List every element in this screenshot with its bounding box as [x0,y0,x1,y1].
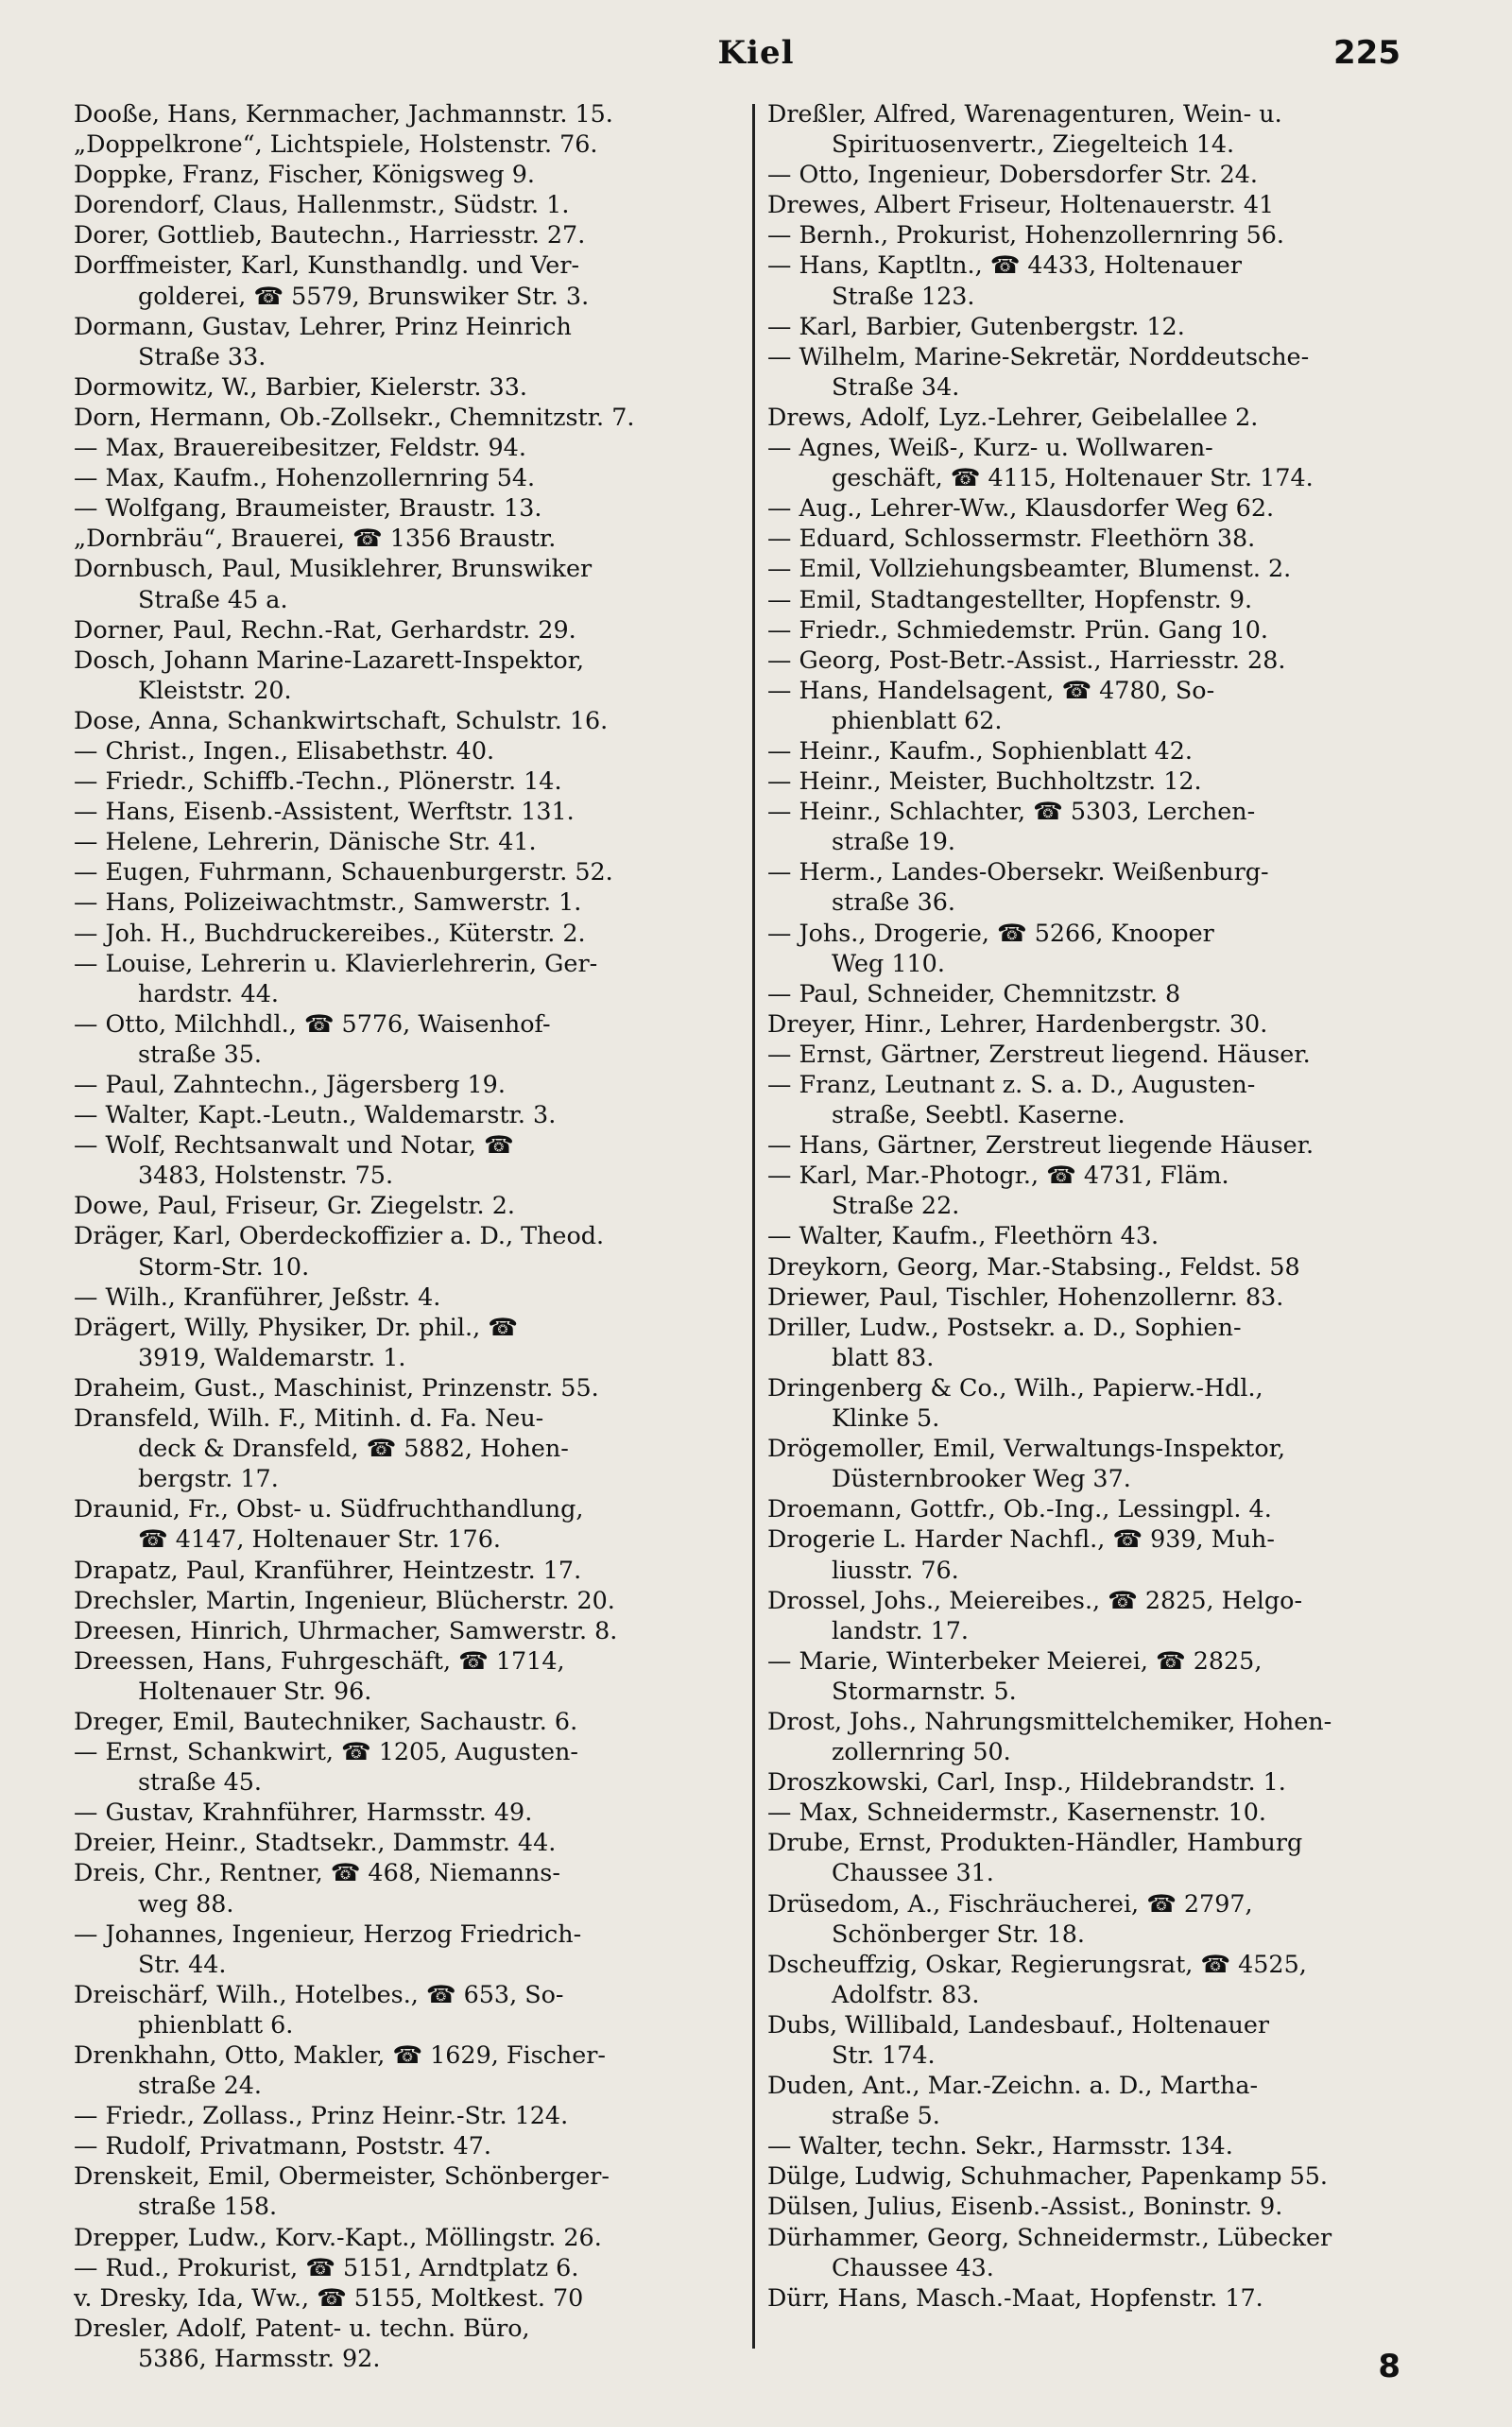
directory-entry-line: Straße 123. [832,281,975,310]
page-number: 225 [1333,34,1400,72]
directory-entry-line: — Rudolf, Privatmann, Poststr. 47. [74,2131,491,2160]
directory-entry-line: Dräger, Karl, Oberdeckoffizier a. D., Theod. [74,1221,605,1250]
directory-entry-line: Dorffmeister, Karl, Kunsthandlg. und Ver- [74,250,580,280]
page-header [0,26,1512,83]
directory-entry-line: Dreger, Emil, Bautechniker, Sachaustr. 6. [74,1706,578,1735]
directory-entry-line: Dubs, Willibald, Landesbauf., Holtenauer [767,2009,1270,2039]
directory-entry-line: straße 36. [832,887,955,917]
directory-entry-line: — Marie, Winterbeker Meierei, ☎ 2825, [767,1645,1263,1675]
directory-entry-line: phienblatt 6. [138,2009,294,2039]
directory-entry-line: — Hans, Polizeiwachtmstr., Samwerstr. 1. [74,887,582,917]
directory-entry-line: zollernring 50. [832,1737,1011,1766]
directory-entry-line: Dosch, Johann Marine-Lazarett-Inspektor, [74,645,585,674]
directory-entry-line: Doppke, Franz, Fischer, Königsweg 9. [74,160,535,189]
directory-entry-line: 3919, Waldemarstr. 1. [138,1342,406,1371]
directory-entry-line: Duden, Ant., Mar.-Zeichn. a. D., Martha- [767,2071,1259,2100]
directory-entry-line: — Max, Kaufm., Hohenzollernring 54. [74,463,536,492]
directory-entry-line: — Ernst, Schankwirt, ☎ 1205, Augusten- [74,1737,578,1766]
directory-entry-line: — Louise, Lehrerin u. Klavierlehrerin, Ger- [74,948,598,977]
directory-entry-line: — Joh. H., Buchdruckereibes., Küterstr. 2. [74,918,586,947]
directory-entry-line: Draheim, Gust., Maschinist, Prinzenstr. 55. [74,1372,599,1402]
directory-entry-line: geschäft, ☎ 4115, Holtenauer Str. 174. [832,463,1314,492]
directory-entry-line: Str. 44. [138,1949,227,1978]
directory-entry-line: — Agnes, Weiß-, Kurz- u. Wollwaren- [767,433,1213,462]
directory-entry-line: Stormarnstr. 5. [832,1676,1017,1705]
directory-entry-line: Drapatz, Paul, Kranführer, Heintzestr. 17. [74,1555,582,1584]
directory-entry-line: — Max, Schneidermstr., Kasernenstr. 10. [767,1798,1266,1827]
directory-entry-line: Klinke 5. [832,1403,940,1433]
directory-entry-line: — Friedr., Schiffb.-Techn., Plönerstr. 14. [74,766,562,796]
directory-entry-line: — Wilhelm, Marine-Sekretär, Norddeutsche- [767,341,1310,370]
directory-entry-line: straße 45. [138,1767,262,1797]
directory-entry-line: — Franz, Leutnant z. S. a. D., Augusten- [767,1070,1256,1098]
directory-entry-line: Straße 45 a. [138,584,288,613]
directory-entry-line: — Paul, Zahntechn., Jägersberg 19. [74,1070,506,1098]
directory-entry-line: ☎ 4147, Holtenauer Str. 176. [138,1524,501,1554]
directory-entry-line: Dreßler, Alfred, Warenagenturen, Wein- u. [767,99,1282,128]
directory-entry-line: hardstr. 44. [138,978,279,1007]
directory-entry-line: Dreessen, Hans, Fuhrgeschäft, ☎ 1714, [74,1645,565,1675]
directory-entry-line: — Heinr., Schlachter, ☎ 5303, Lerchen- [767,797,1256,826]
directory-entry-line: golderei, ☎ 5579, Brunswiker Str. 3. [138,281,590,310]
directory-entry-line: Driller, Ludw., Postsekr. a. D., Sophien- [767,1312,1242,1341]
directory-entry-line: — Hans, Eisenb.-Assistent, Werftstr. 131. [74,797,575,826]
directory-entry-line: — Eugen, Fuhrmann, Schauenburgerstr. 52. [74,857,613,886]
directory-entry-line: Dringenberg & Co., Wilh., Papierw.-Hdl., [767,1372,1263,1402]
directory-entry-line: Dscheuffzig, Oskar, Regierungsrat, ☎ 4525, [767,1949,1307,1978]
directory-entry-line: — Gustav, Krahnführer, Harmsstr. 49. [74,1798,533,1827]
directory-entry-line: Dose, Anna, Schankwirtschaft, Schulstr. 16. [74,705,609,734]
directory-entry-line: straße 35. [138,1039,262,1068]
directory-entry-line: — Karl, Barbier, Gutenbergstr. 12. [767,311,1185,340]
directory-entry-line: — Karl, Mar.-Photogr., ☎ 4731, Fläm. [767,1161,1229,1190]
directory-entry-line: — Heinr., Kaufm., Sophienblatt 42. [767,735,1193,765]
directory-entry-line: Kleiststr. 20. [138,675,292,704]
directory-entry-line: — Hans, Handelsagent, ☎ 4780, So- [767,675,1215,704]
directory-entry-line: — Christ., Ingen., Elisabethstr. 40. [74,735,495,765]
directory-entry-line: Dransfeld, Wilh. F., Mitinh. d. Fa. Neu- [74,1403,544,1433]
directory-entry-line: Dorn, Hermann, Ob.-Zollsekr., Chemnitzstr. 7. [74,402,635,431]
directory-entry-line: — Otto, Ingenieur, Dobersdorfer Str. 24. [767,160,1258,189]
directory-entry-line: straße, Seebtl. Kaserne. [832,1100,1125,1129]
directory-entry-line: — Friedr., Schmiedemstr. Prün. Gang 10. [767,614,1268,644]
column-divider [752,104,755,2349]
directory-entry-line: Düsternbrooker Weg 37. [832,1464,1131,1493]
directory-entry-line: „Dornbräu“, Brauerei, ☎ 1356 Braustr. [74,524,557,553]
directory-entry-line: Dormowitz, W., Barbier, Kielerstr. 33. [74,371,527,401]
directory-entry-line: Dornbusch, Paul, Musiklehrer, Brunswiker [74,554,593,583]
directory-entry-line: Drube, Ernst, Produkten-Händler, Hamburg [767,1828,1303,1857]
directory-entry-line: Dowe, Paul, Friseur, Gr. Ziegelstr. 2. [74,1191,515,1220]
directory-entry-line: — Heinr., Meister, Buchholtzstr. 12. [767,766,1202,796]
directory-entry-line: liusstr. 76. [832,1555,959,1584]
directory-entry-line: — Emil, Vollziehungsbeamter, Blumenst. 2. [767,554,1292,583]
directory-entry-line: — Johannes, Ingenieur, Herzog Friedrich- [74,1919,582,1948]
directory-entry-line: Straße 22. [832,1191,960,1220]
directory-entry-line: Dreis, Chr., Rentner, ☎ 468, Niemanns- [74,1858,560,1887]
directory-entry-line: Drüsedom, A., Fischräucherei, ☎ 2797, [767,1888,1253,1918]
right-column [767,98,1408,2313]
directory-entry-line: Driewer, Paul, Tischler, Hohenzollernr. 83. [767,1282,1284,1311]
directory-entry-line: Weg 110. [832,948,945,977]
directory-entry-line: — Aug., Lehrer-Ww., Klausdorfer Weg 62. [767,493,1275,523]
directory-entry-line: — Walter, techn. Sekr., Harmsstr. 134. [767,2131,1233,2160]
directory-entry-line: — Hans, Kaptltn., ☎ 4433, Holtenauer [767,250,1242,280]
directory-entry-line: — Wilh., Kranführer, Jeßstr. 4. [74,1282,441,1311]
directory-entry-line: Droemann, Gottfr., Ob.-Ing., Lessingpl. 4. [767,1494,1272,1523]
directory-entry-line: — Johs., Drogerie, ☎ 5266, Knooper [767,918,1214,947]
directory-entry-line: blatt 83. [832,1342,935,1371]
directory-entry-line: — Bernh., Prokurist, Hohenzollernring 56. [767,220,1284,250]
directory-entry-line: 5386, Harmsstr. 92. [138,2343,381,2372]
directory-entry-line: 3483, Holstenstr. 75. [138,1161,394,1190]
directory-entry-line: landstr. 17. [832,1615,969,1644]
directory-entry-line: phienblatt 62. [832,705,1003,734]
directory-entry-line: „Doppelkrone“, Lichtspiele, Holstenstr. 76. [74,129,598,159]
directory-entry-line: Dreier, Heinr., Stadtsekr., Dammstr. 44. [74,1828,557,1857]
directory-entry-line: — Rud., Prokurist, ☎ 5151, Arndtplatz 6. [74,2252,579,2281]
directory-entry-line: Holtenauer Str. 96. [138,1676,372,1705]
directory-entry-line: Drogerie L. Harder Nachfl., ☎ 939, Muh- [767,1524,1275,1554]
directory-entry-line: — Herm., Landes-Obersekr. Weißenburg- [767,857,1269,886]
directory-entry-line: Drenkhahn, Otto, Makler, ☎ 1629, Fischer- [74,2040,606,2069]
directory-entry-line: Dreyer, Hinr., Lehrer, Hardenbergstr. 30. [767,1008,1268,1038]
directory-entry-line: straße 24. [138,2071,262,2100]
signature-mark: 8 [1378,2348,1400,2385]
directory-entry-line: Dorendorf, Claus, Hallenmstr., Südstr. 1. [74,190,570,219]
directory-entry-line: Dormann, Gustav, Lehrer, Prinz Heinrich [74,311,572,340]
running-head-city: Kiel [717,34,795,72]
directory-entry-line: Storm-Str. 10. [138,1251,310,1281]
directory-entry-line: Drost, Johs., Nahrungsmittelchemiker, Hohen- [767,1706,1332,1735]
directory-entry-line: Dreykorn, Georg, Mar.-Stabsing., Feldst. 58 [767,1251,1300,1281]
directory-entry-line: Drenskeit, Emil, Obermeister, Schönberger- [74,2161,610,2191]
directory-entry-line: Dreischärf, Wilh., Hotelbes., ☎ 653, So- [74,1979,564,2008]
directory-entry-line: straße 19. [832,827,955,856]
directory-entry-line: — Friedr., Zollass., Prinz Heinr.-Str. 124. [74,2101,569,2130]
directory-entry-line: Drossel, Johs., Meiereibes., ☎ 2825, Helgo- [767,1585,1303,1614]
directory-entry-line: straße 158. [138,2192,278,2221]
directory-entry-line: Dürhammer, Georg, Schneidermstr., Lübecker [767,2222,1332,2251]
directory-entry-line: — Walter, Kapt.-Leutn., Waldemarstr. 3. [74,1100,557,1129]
directory-entry-line: Drewes, Albert Friseur, Holtenauerstr. 41 [767,190,1275,219]
directory-entry-line: — Helene, Lehrerin, Dänische Str. 41. [74,827,537,856]
directory-entry-line: Chaussee 31. [832,1858,994,1887]
directory-entry-line: — Max, Brauereibesitzer, Feldstr. 94. [74,433,526,462]
directory-entry-line: Straße 34. [832,371,960,401]
directory-entry-line: Dorner, Paul, Rechn.-Rat, Gerhardstr. 29. [74,614,576,644]
directory-entry-line: Dülge, Ludwig, Schuhmacher, Papenkamp 55. [767,2161,1328,2191]
directory-entry-line: Chaussee 43. [832,2252,994,2281]
directory-entry-line: — Hans, Gärtner, Zerstreut liegende Häuser. [767,1130,1314,1160]
directory-entry-line: Drögemoller, Emil, Verwaltungs-Inspektor, [767,1434,1286,1463]
directory-entry-line: — Emil, Stadtangestellter, Hopfenstr. 9. [767,584,1253,613]
directory-entry-line: deck & Dransfeld, ☎ 5882, Hohen- [138,1434,569,1463]
directory-entry-line: Spirituosenvertr., Ziegelteich 14. [832,129,1235,159]
directory-entry-line: Dorer, Gottlieb, Bautechn., Harriesstr. 27. [74,220,586,250]
directory-entry-line: Drägert, Willy, Physiker, Dr. phil., ☎ [74,1312,518,1341]
directory-entry-line: — Wolf, Rechtsanwalt und Notar, ☎ [74,1130,514,1160]
left-column [74,98,754,2373]
directory-entry-line: Draunid, Fr., Obst- u. Südfruchthandlung, [74,1494,584,1523]
directory-entry-line: Dresler, Adolf, Patent- u. techn. Büro, [74,2313,530,2342]
directory-entry-line: Dülsen, Julius, Eisenb.-Assist., Boninstr. 9. [767,2192,1283,2221]
directory-entry-line: — Georg, Post-Betr.-Assist., Harriesstr. 28. [767,645,1286,674]
directory-entry-line: Straße 33. [138,341,266,370]
directory-entry-line: — Eduard, Schlossermstr. Fleethörn 38. [767,524,1256,553]
directory-entry-line: weg 88. [138,1888,234,1918]
directory-entry-line: Schönberger Str. 18. [832,1919,1085,1948]
directory-entry-line: Drechsler, Martin, Ingenieur, Blücherstr. 20. [74,1585,615,1614]
directory-entry-line: v. Dresky, Ida, Ww., ☎ 5155, Moltkest. 70 [74,2282,584,2312]
directory-entry-line: Drepper, Ludw., Korv.-Kapt., Möllingstr. 26. [74,2222,602,2251]
directory-entry-line: straße 5. [832,2101,940,2130]
directory-entry-line: Dreesen, Hinrich, Uhrmacher, Samwerstr. 8. [74,1615,618,1644]
directory-entry-line: Dooße, Hans, Kernmacher, Jachmannstr. 15. [74,99,613,128]
directory-entry-line: Str. 174. [832,2040,936,2069]
directory-entry-line: Droszkowski, Carl, Insp., Hildebrandstr. 1. [767,1767,1286,1797]
directory-entry-line: — Otto, Milchhdl., ☎ 5776, Waisenhof- [74,1008,551,1038]
directory-entry-line: — Wolfgang, Braumeister, Braustr. 13. [74,493,542,523]
directory-entry-line: — Walter, Kaufm., Fleethörn 43. [767,1221,1160,1250]
directory-entry-line: Drews, Adolf, Lyz.-Lehrer, Geibelallee 2. [767,402,1259,431]
directory-entry-line: — Ernst, Gärtner, Zerstreut liegend. Häuser. [767,1039,1311,1068]
directory-entry-line: Adolfstr. 83. [832,1979,980,2008]
directory-entry-line: Dürr, Hans, Masch.-Maat, Hopfenstr. 17. [767,2282,1263,2312]
directory-entry-line: — Paul, Schneider, Chemnitzstr. 8 [767,978,1181,1007]
directory-entry-line: bergstr. 17. [138,1464,279,1493]
